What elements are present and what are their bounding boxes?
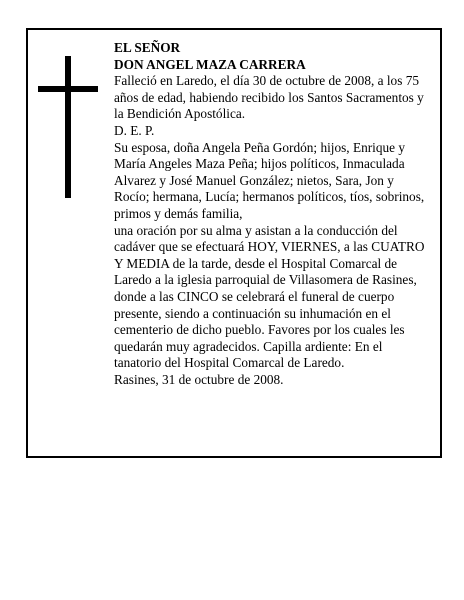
place-date: Rasines, 31 de octubre de 2008. [114,371,284,387]
deceased-name: DON ANGEL MAZA CARRERA [114,56,306,72]
death-paragraph: Falleció en Laredo, el día 30 de octubre de 2008, a los 75 años de edad, habiendo recibido los Santos Sacramentos y la Bendición Apostólica. [114,73,424,122]
notice-body [114,40,432,388]
cross-horizontal-bar [38,86,98,92]
obituary-notice [26,28,442,458]
cross-vertical-bar [65,56,71,198]
cross-icon [38,56,98,198]
notice-title: EL SEÑOR [114,40,181,55]
request-paragraph: una oración por su alma y asistan a la conducción del cadáver que se efectuará HOY, VIERNES, a las CUATRO Y MEDIA de la tarde, desde el Hospital Comarcal de Laredo a la iglesia parroquial de Villasomera de Rasines, donde a las CINCO se celebrará el funeral de cuerpo presente, siendo a continuación su inhumación en el cementerio de dicho pueblo. Favores por los cuales les quedarán muy agradecidos. Capilla ardiente: En el tanatorio del Hospital Comarcal de Laredo. [114,222,425,371]
family-paragraph: Su esposa, doña Angela Peña Gordón; hijos, Enrique y María Angeles Maza Peña; hijos políticos, Inmaculada Alvarez y José Manuel González; nietos, Sara, Jon y Rocío; hermana, Lucía; hermanos políticos, tíos, sobrinos, primos y demás familia, [114,139,425,221]
rip-text: D. E. P. [114,122,155,138]
